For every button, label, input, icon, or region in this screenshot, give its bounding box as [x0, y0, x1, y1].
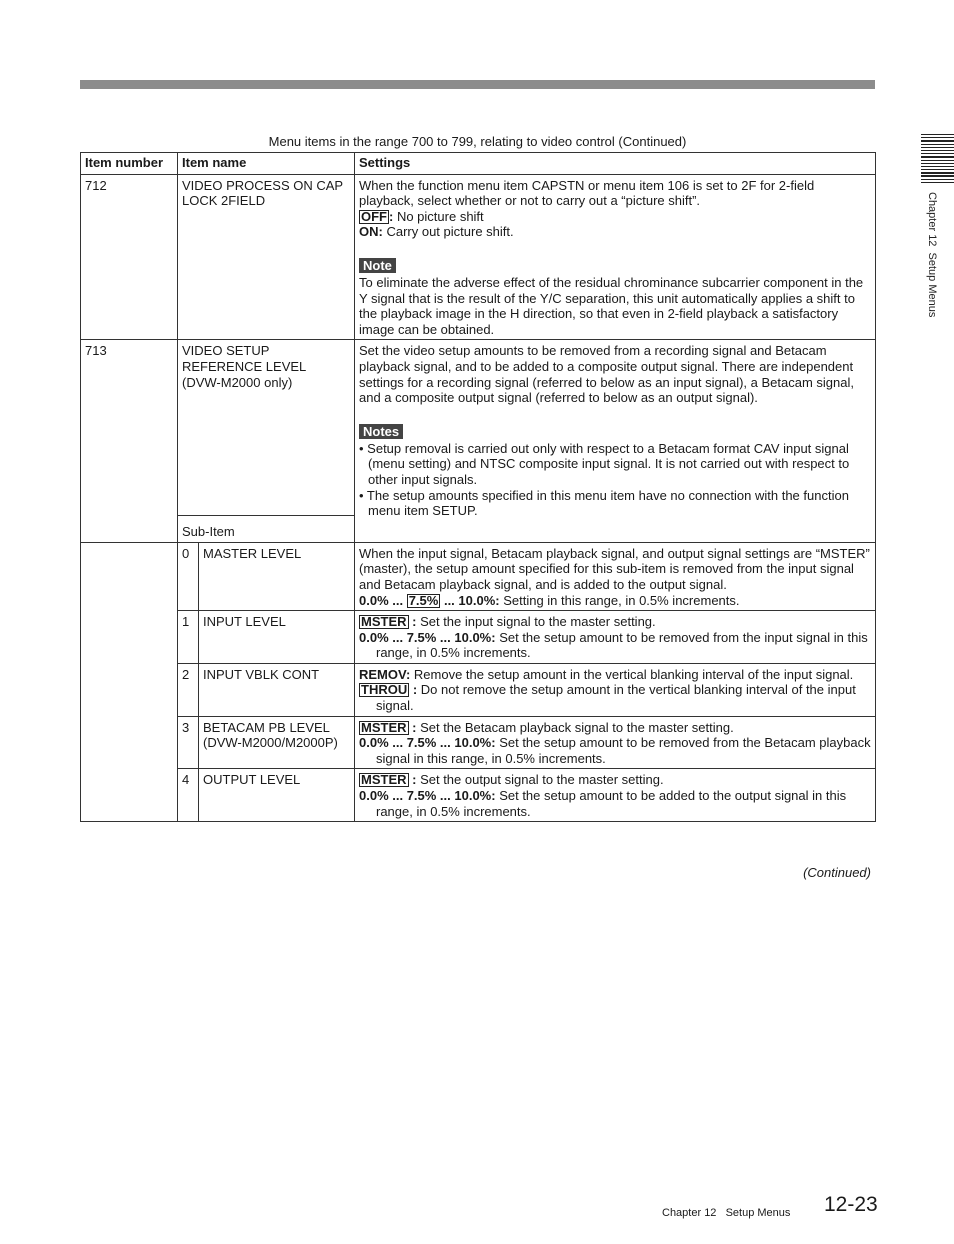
note-label: Note [359, 258, 396, 273]
sub-item-settings: MSTER : Set the output signal to the master setting. 0.0% ... 7.5% ... 10.0%: Set the setup amount to be added to the output signal in this range, in 0.5% increments. [355, 769, 876, 822]
sub-item-label: Sub-Item [178, 515, 354, 540]
header-rule [80, 80, 875, 89]
sub-item-number: 2 [178, 663, 199, 716]
chapter-side-label: Chapter 12 Setup Menus [926, 192, 938, 318]
default-box: 7.5% [408, 592, 439, 608]
sub-item-row-4 [81, 769, 876, 822]
note-bullet: • The setup amounts specified in this menu item have no connection with the function menu item SETUP. [359, 487, 849, 519]
page-number: 12-23 [824, 1193, 878, 1216]
table-row-713 [81, 340, 876, 542]
settings-intro: When the function menu item CAPSTN or menu item 106 is set to 2F for 2-field playback, select whether or not to carry out a “picture shift”. [359, 177, 815, 209]
continued-label: (Continued) [803, 865, 871, 880]
default-box: MSTER [361, 719, 407, 735]
sub-item-name: INPUT VBLK CONT [199, 663, 355, 716]
note-bullet: • Setup removal is carried out only with respect to a Betacam format CAV input signal (menu setting) and NTSC composite input signal. It is not carried out with respect to other input signals. [359, 440, 850, 487]
sub-item-row-3 [81, 716, 876, 769]
sub-item-settings: MSTER : Set the input signal to the master setting. 0.0% ... 7.5% ... 10.0%: Set the setup amount to be removed from the input signal in this range, in 0.5% increments. [355, 611, 876, 664]
sub-item-number: 3 [178, 716, 199, 769]
sub-item-number: 4 [178, 769, 199, 822]
sub-item-row-1 [81, 611, 876, 664]
footer-chapter-label: Chapter 12 Setup Menus [662, 1207, 791, 1219]
item-number: 712 [81, 174, 178, 340]
default-box: THROU [361, 682, 408, 698]
item-name: VIDEO SETUP REFERENCE LEVEL (DVW-M2000 only) Sub-Item [178, 340, 355, 542]
menu-items-table [80, 152, 876, 822]
option-off: OFF : No picture shift [361, 208, 484, 224]
settings-intro: Set the video setup amounts to be removed from a recording signal and Betacam playback signal, and to be added to a composite output signal. There are independent settings for a recording signal (referred to below as an input signal), a Betacam signal, and a composite output signal (referred to below as an output signal). [359, 343, 854, 406]
note-text: To eliminate the adverse effect of the residual chrominance subcarrier component in the Y signal that is the result of the Y/C separation, this unit automatically applies a shift to the playback image in the H direction, so that even in 2-field playback a satisfactory image can be obtained. [359, 274, 864, 337]
sub-item-name: OUTPUT LEVEL [199, 769, 355, 822]
sub-item-number: 1 [178, 611, 199, 664]
sub-item-name: INPUT LEVEL [199, 611, 355, 664]
table-caption: Menu items in the range 700 to 799, relating to video control (Continued) [268, 134, 687, 149]
sub-item-name: BETACAM PB LEVEL (DVW-M2000/M2000P) [199, 716, 355, 769]
header-settings: Settings [355, 153, 876, 175]
default-box: OFF [361, 208, 387, 224]
sub-item-settings: When the input signal, Betacam playback signal, and output signal settings are “MSTER” (master), the setup amount specified for this sub-item is removed from the input signal and Betacam playback signal, and is added to the output signal. 0.0% ... 7.5% ... 10.0%: Setting in this range, in 0.5% increments. [355, 542, 876, 610]
header-item-name: Item name [178, 153, 355, 175]
item-settings [355, 340, 876, 542]
chapter-tab-lines [921, 134, 954, 185]
notes-label: Notes [359, 424, 403, 439]
option-on: ON: Carry out picture shift. [359, 224, 514, 240]
default-box: MSTER [361, 772, 407, 788]
sub-item-name: MASTER LEVEL [199, 542, 355, 610]
sub-item-number: 0 [178, 542, 199, 610]
sub-item-settings: REMOV: Remove the setup amount in the vertical blanking interval of the input signal. THROU : Do not remove the setup amount in the vertical blanking interval of the input signal. [355, 663, 876, 716]
sub-item-row-0 [81, 542, 876, 610]
table-row-712 [81, 174, 876, 340]
item-name: VIDEO PROCESS ON CAP LOCK 2FIELD [178, 174, 355, 340]
header-item-number: Item number [81, 153, 178, 175]
sub-item-settings: MSTER : Set the Betacam playback signal to the master setting. 0.0% ... 7.5% ... 10.0%: Set the setup amount to be removed from the Betacam playback signal in this range, in 0.5% increments. [355, 716, 876, 769]
item-settings [355, 174, 876, 340]
sub-item-row-2 [81, 663, 876, 716]
table-header-row [81, 153, 876, 175]
default-box: MSTER [361, 614, 407, 630]
item-number: 713 [81, 340, 178, 542]
